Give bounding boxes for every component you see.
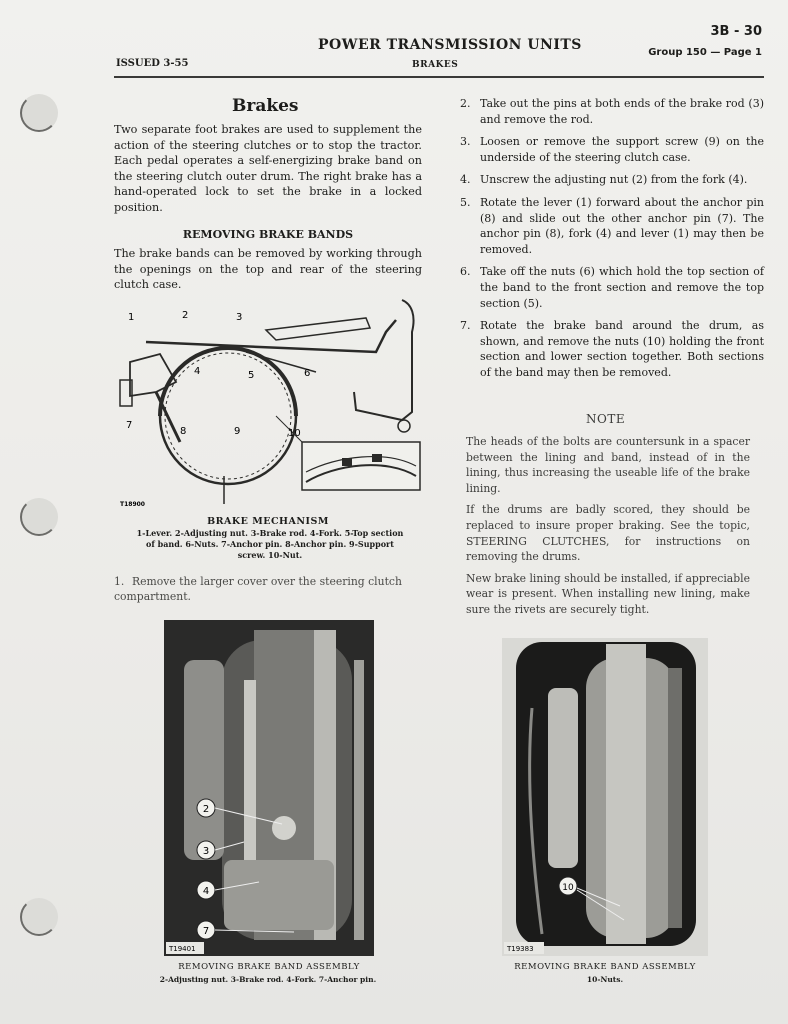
- header-rule: [114, 76, 764, 78]
- step-text: Remove the larger cover over the steering clutch compartment.: [114, 575, 402, 603]
- binder-hole: [20, 498, 58, 536]
- binder-hole: [20, 898, 58, 936]
- step-number: 1.: [114, 575, 125, 588]
- callout: 3: [236, 312, 243, 323]
- callout: 6: [304, 368, 311, 379]
- figure-id: T19401: [169, 945, 196, 953]
- step-item: [460, 195, 764, 257]
- note-body: [466, 434, 750, 624]
- step-text: Take out the pins at both ends of the brake rod (3) and remove the rod.: [480, 97, 764, 126]
- step-item: [460, 134, 764, 165]
- brake-band-photo-right: [502, 638, 708, 956]
- step-text: Unscrew the adjusting nut (2) from the fork (4).: [480, 173, 748, 187]
- step-item: [460, 172, 764, 188]
- step-text: Rotate the brake band around the drum, as shown, and remove the nuts (10) holding the front section and lower section together. Both sections of the band may then be removed.: [480, 319, 764, 379]
- callout: 3: [202, 846, 210, 857]
- figure-id: T19383: [507, 945, 534, 953]
- callout: 10: [562, 883, 574, 893]
- page-number: 3B - 30: [710, 24, 762, 39]
- figure-title: REMOVING BRAKE BAND ASSEMBLY: [178, 962, 360, 972]
- step-text: Rotate the lever (1) forward about the anchor pin (8) and slide out the other anchor pin (7). The anchor pin (8), fork (4) and lever (1) may then be removed.: [480, 195, 764, 256]
- removing-paragraph: The brake bands can be removed by working through the openings on the top and rear of the steering clutch case.: [114, 247, 422, 292]
- callout: 4: [202, 886, 210, 897]
- callout: 10: [288, 428, 301, 439]
- brake-mechanism-diagram: [116, 292, 422, 510]
- callout: 7: [126, 420, 133, 431]
- callout: 8: [180, 426, 187, 437]
- steps-list: [460, 96, 764, 388]
- callout: 2: [182, 310, 189, 321]
- figure-caption: 10-Nuts.: [586, 975, 624, 984]
- figure-title: BRAKE MECHANISM: [207, 516, 329, 527]
- note-paragraph: If the drums are badly scored, they should be replaced to insure proper braking. See the topic, STEERING CLUTCHES, for instructions on removing the drums.: [466, 503, 750, 564]
- step-number: 4.: [460, 173, 471, 187]
- step-number: 3.: [460, 135, 471, 149]
- page-subtitle: BRAKES: [412, 60, 459, 70]
- figure-caption: 1-Lever. 2-Adjusting nut. 3-Brake rod. 4-Fork. 5-Top section of band. 6-Nuts. 7-Anchor pin. 8-Anchor pin. 9-Support screw. 10-Nut.: [136, 528, 404, 560]
- issued-date: ISSUED 3-55: [116, 58, 189, 69]
- figure-id: T18900: [120, 501, 145, 508]
- page-title: POWER TRANSMISSION UNITS: [318, 37, 582, 53]
- callout: 4: [194, 366, 201, 377]
- note-title: NOTE: [586, 412, 626, 426]
- step-number: 5.: [460, 195, 471, 209]
- step-text: Loosen or remove the support screw (9) on the underside of the steering clutch case.: [480, 135, 764, 164]
- step-item: [460, 264, 764, 311]
- step-number: 7.: [460, 319, 471, 333]
- intro-paragraph: Two separate foot brakes are used to supplement the action of the steering clutches or to stop the tractor. Each pedal operates a self-energizing brake band on the steering clutch outer drum. The right brake has a hand-operated lock to set the brake in a locked position.: [114, 123, 422, 214]
- step-number: 6.: [460, 265, 471, 279]
- group-page: Group 150 — Page 1: [648, 47, 762, 58]
- subheading: REMOVING BRAKE BANDS: [182, 228, 354, 241]
- callout: 1: [128, 312, 135, 323]
- note-paragraph: The heads of the bolts are countersunk in a spacer between the lining and band, instead of in the lining, thus increasing the useable life of the brake lining.: [466, 435, 750, 495]
- binder-hole: [20, 94, 58, 132]
- callout: 5: [248, 370, 255, 381]
- step-item: [460, 96, 764, 127]
- step-item: [460, 318, 764, 380]
- figure-title: REMOVING BRAKE BAND ASSEMBLY: [514, 962, 696, 972]
- figure-caption: 2-Adjusting nut. 3-Brake rod. 4-Fork. 7-Anchor pin.: [159, 975, 377, 984]
- note-paragraph: New brake lining should be installed, if appreciable wear is present. When installing new lining, make sure the rivets are securely tight.: [466, 571, 750, 616]
- callout: 9: [234, 426, 241, 437]
- step-number: 2.: [460, 97, 471, 110]
- brake-band-photo-left: [164, 620, 374, 956]
- callout: 7: [202, 926, 210, 937]
- step-item: [114, 574, 424, 604]
- step-text: Take off the nuts (6) which hold the top section of the band to the front section and remove the top section (5).: [480, 265, 764, 310]
- section-heading: Brakes: [232, 96, 299, 116]
- callout: 2: [202, 804, 210, 815]
